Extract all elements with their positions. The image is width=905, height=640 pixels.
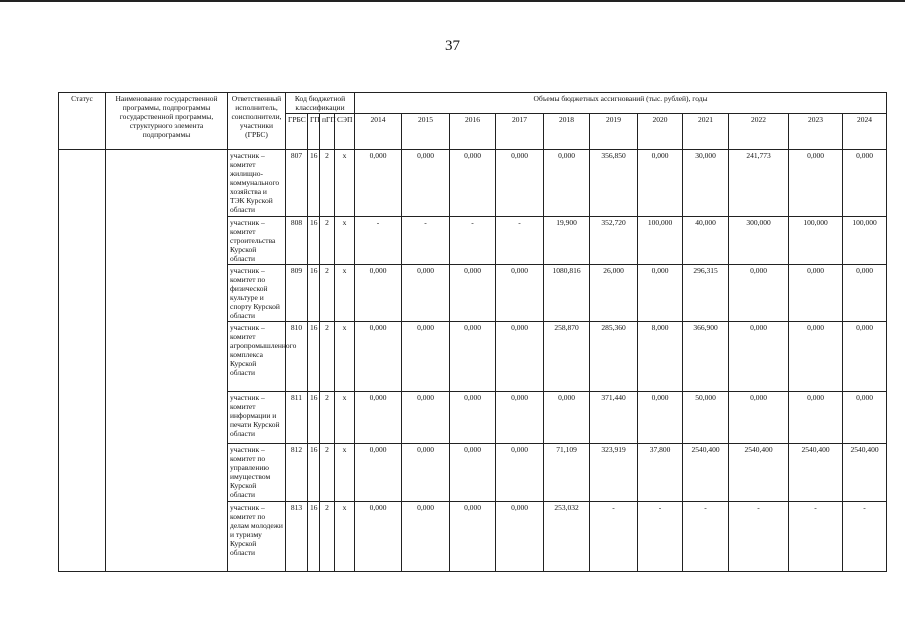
code-cell: 2 [320, 217, 335, 265]
value-cell: 371,440 [590, 392, 638, 444]
code-cell: 16 [308, 444, 320, 502]
value-cell: 0,000 [638, 392, 683, 444]
code-cell: 2 [320, 502, 335, 572]
value-cell: 0,000 [402, 502, 450, 572]
value-cell: 37,800 [638, 444, 683, 502]
value-cell: 40,000 [683, 217, 729, 265]
value-cell: - [450, 217, 496, 265]
value-cell: 0,000 [496, 502, 544, 572]
header-year-2018: 2018 [544, 114, 590, 150]
value-cell: 0,000 [450, 322, 496, 392]
header-year-2019: 2019 [590, 114, 638, 150]
code-cell: 2 [320, 265, 335, 322]
name-cell [106, 150, 228, 572]
value-cell: 100,000 [638, 217, 683, 265]
code-cell: х [335, 502, 355, 572]
header-name: Наименование государственной программы, подпрограммы государственной программы, структурного элемента подпрограммы [106, 93, 228, 150]
value-cell: - [729, 502, 789, 572]
value-cell: 30,000 [683, 150, 729, 217]
executor-cell: участник – комитет по физической культуре и спорту Курской области [228, 265, 286, 322]
executor-cell: участник – комитет по делам молодежи и туризму Курской области [228, 502, 286, 572]
code-cell: 2 [320, 322, 335, 392]
code-cell: 16 [308, 322, 320, 392]
executor-cell: участник – комитет жилищно-коммунального хозяйства и ТЭК Курской области [228, 150, 286, 217]
value-cell: 0,000 [789, 265, 843, 322]
value-cell: 19,900 [544, 217, 590, 265]
value-cell: - [683, 502, 729, 572]
value-cell: 0,000 [789, 150, 843, 217]
value-cell: 1080,816 [544, 265, 590, 322]
status-cell [59, 150, 106, 572]
value-cell: 71,109 [544, 444, 590, 502]
value-cell: 0,000 [729, 322, 789, 392]
value-cell: 0,000 [729, 265, 789, 322]
value-cell: 0,000 [355, 392, 402, 444]
executor-cell: участник – комитет агропромышленного комплекса Курской области [228, 322, 286, 392]
value-cell: 0,000 [355, 322, 402, 392]
value-cell: 0,000 [638, 265, 683, 322]
header-budget-code: Код бюджетной классификации [286, 93, 355, 114]
page-top-border [0, 0, 905, 2]
value-cell: 0,000 [843, 150, 887, 217]
value-cell: - [638, 502, 683, 572]
value-cell: 0,000 [544, 150, 590, 217]
value-cell: 26,000 [590, 265, 638, 322]
code-cell: 16 [308, 502, 320, 572]
value-cell: - [496, 217, 544, 265]
value-cell: 2540,400 [683, 444, 729, 502]
header-year-2016: 2016 [450, 114, 496, 150]
value-cell: 300,000 [729, 217, 789, 265]
value-cell: 0,000 [843, 392, 887, 444]
code-cell: 2 [320, 150, 335, 217]
value-cell: - [355, 217, 402, 265]
header-year-2021: 2021 [683, 114, 729, 150]
value-cell: 2540,400 [789, 444, 843, 502]
code-cell: 811 [286, 392, 308, 444]
value-cell: 0,000 [450, 444, 496, 502]
header-year-2020: 2020 [638, 114, 683, 150]
value-cell: 241,773 [729, 150, 789, 217]
value-cell: 296,315 [683, 265, 729, 322]
value-cell: 0,000 [496, 265, 544, 322]
code-cell: х [335, 150, 355, 217]
value-cell: 352,720 [590, 217, 638, 265]
code-cell: 16 [308, 150, 320, 217]
value-cell: - [843, 502, 887, 572]
header-executor: Ответственный исполнитель, соисполнители, участники (ГРБС) [228, 93, 286, 150]
executor-cell: участник – комитет по управлению имуществом Курской области [228, 444, 286, 502]
code-cell: х [335, 217, 355, 265]
code-cell: 2 [320, 392, 335, 444]
value-cell: 0,000 [402, 444, 450, 502]
value-cell: 50,000 [683, 392, 729, 444]
value-cell: 0,000 [450, 265, 496, 322]
value-cell: 0,000 [496, 392, 544, 444]
value-cell: 285,360 [590, 322, 638, 392]
value-cell: 0,000 [402, 150, 450, 217]
header-year-2023: 2023 [789, 114, 843, 150]
code-cell: 16 [308, 217, 320, 265]
page-number: 37 [445, 38, 460, 54]
code-cell: х [335, 444, 355, 502]
value-cell: 0,000 [638, 150, 683, 217]
table-row [59, 150, 887, 217]
value-cell: 100,000 [843, 217, 887, 265]
code-cell: 808 [286, 217, 308, 265]
value-cell: 0,000 [355, 502, 402, 572]
value-cell: 0,000 [355, 444, 402, 502]
value-cell: 0,000 [496, 150, 544, 217]
header-status: Статус [59, 93, 106, 150]
value-cell: 0,000 [402, 392, 450, 444]
code-cell: х [335, 265, 355, 322]
value-cell: 0,000 [496, 444, 544, 502]
value-cell: 0,000 [450, 392, 496, 444]
header-code-pgp: пГП [320, 114, 335, 150]
value-cell: 0,000 [450, 150, 496, 217]
value-cell: 0,000 [843, 265, 887, 322]
value-cell: 253,032 [544, 502, 590, 572]
code-cell: х [335, 392, 355, 444]
code-cell: 16 [308, 392, 320, 444]
code-cell: 2 [320, 444, 335, 502]
executor-cell: участник – комитет информации и печати Курской области [228, 392, 286, 444]
code-cell: 807 [286, 150, 308, 217]
value-cell: 8,000 [638, 322, 683, 392]
value-cell: 0,000 [729, 392, 789, 444]
header-year-2015: 2015 [402, 114, 450, 150]
code-cell: 16 [308, 265, 320, 322]
header-year-2014: 2014 [355, 114, 402, 150]
value-cell: 0,000 [450, 502, 496, 572]
value-cell: 258,870 [544, 322, 590, 392]
header-code-sep: СЭП [335, 114, 355, 150]
code-cell: 812 [286, 444, 308, 502]
value-cell: 323,919 [590, 444, 638, 502]
value-cell: 0,000 [355, 265, 402, 322]
value-cell: - [590, 502, 638, 572]
code-cell: 809 [286, 265, 308, 322]
executor-cell: участник – комитет строительства Курской области [228, 217, 286, 265]
value-cell: 100,000 [789, 217, 843, 265]
value-cell: - [402, 217, 450, 265]
header-volumes: Объемы бюджетных ассигнований (тыс. рублей), годы [355, 93, 887, 114]
value-cell: 0,000 [843, 322, 887, 392]
code-cell: 813 [286, 502, 308, 572]
header-year-2017: 2017 [496, 114, 544, 150]
value-cell: 0,000 [789, 392, 843, 444]
value-cell: 2540,400 [843, 444, 887, 502]
value-cell: 0,000 [789, 322, 843, 392]
header-year-2022: 2022 [729, 114, 789, 150]
value-cell: - [789, 502, 843, 572]
value-cell: 0,000 [544, 392, 590, 444]
header-year-2024: 2024 [843, 114, 887, 150]
code-cell: 810 [286, 322, 308, 392]
value-cell: 366,900 [683, 322, 729, 392]
code-cell: х [335, 322, 355, 392]
value-cell: 2540,400 [729, 444, 789, 502]
value-cell: 0,000 [402, 265, 450, 322]
header-code-grbs: ГРБС [286, 114, 308, 150]
value-cell: 0,000 [402, 322, 450, 392]
value-cell: 356,850 [590, 150, 638, 217]
value-cell: 0,000 [355, 150, 402, 217]
budget-allocation-table [58, 92, 887, 572]
value-cell: 0,000 [496, 322, 544, 392]
header-code-gp: ГП [308, 114, 320, 150]
